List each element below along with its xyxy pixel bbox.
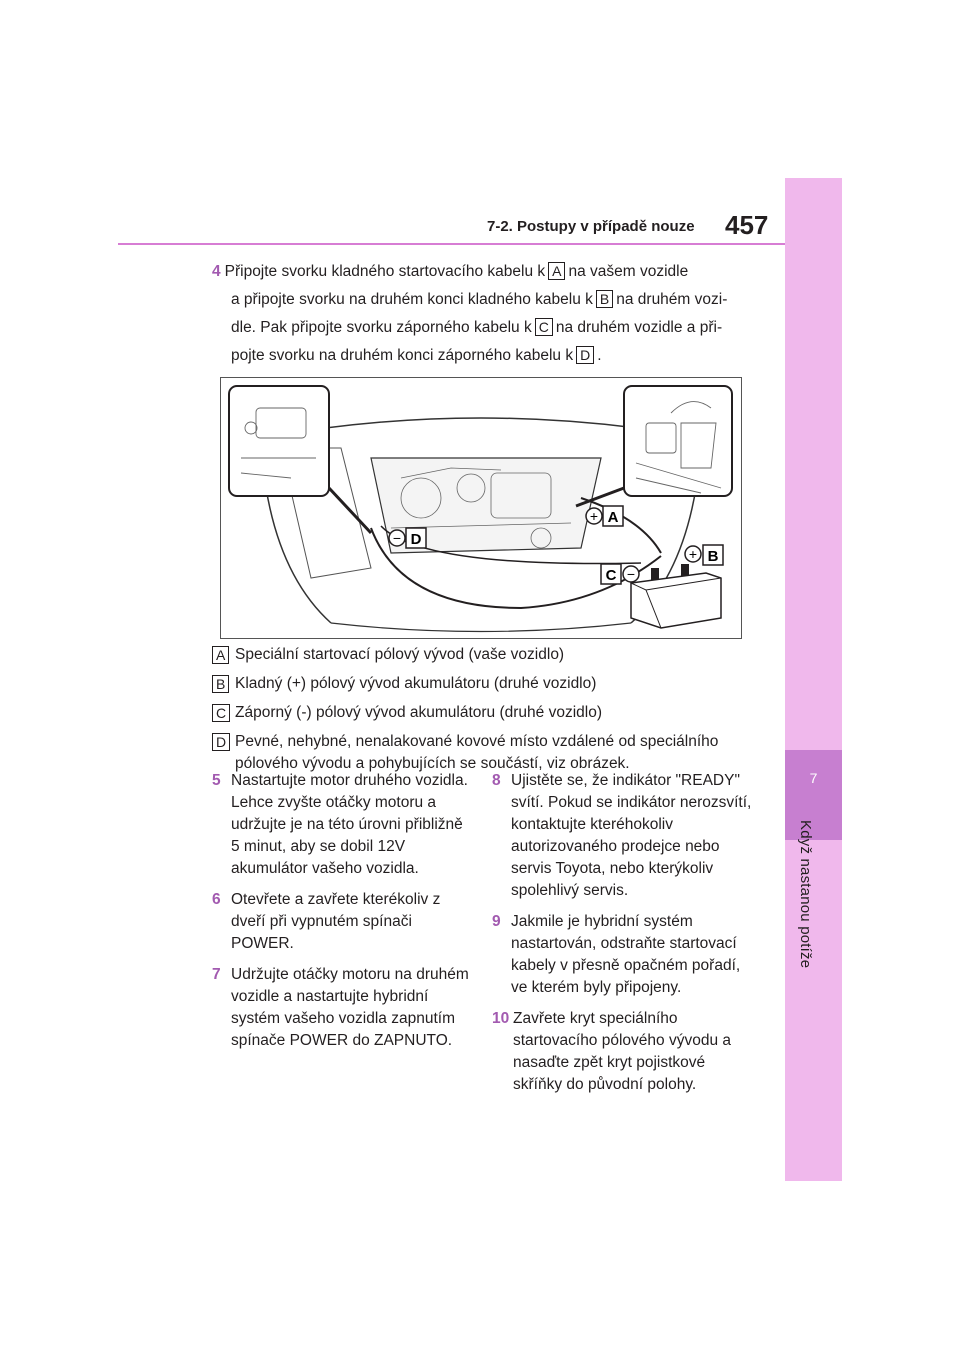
side-tab <box>785 178 842 1181</box>
step-text: Ujistěte se, že indikátor "READY" svítí. Pokud se indikátor nerozsvítí, kontaktujte kteréhokoliv autorizovaného prodejce nebo servis Toyota, nebo kterýkoliv spolehlivý servis. <box>511 772 752 899</box>
legend-text: Záporný (-) pólový vývod akumulátoru (druhé vozidlo) <box>235 704 602 721</box>
label-box-b: B <box>596 290 613 308</box>
callout-b: B <box>707 548 719 565</box>
legend-key: B <box>212 675 229 693</box>
header-rule <box>118 243 785 245</box>
chapter-number: 7 <box>809 770 818 786</box>
minus-marker: − <box>392 530 402 546</box>
step-number: 4 <box>212 263 221 280</box>
step-text: Udržujte otáčky motoru na druhém vozidle a nastartujte hybridní systém vašeho vozidla zapnutím spínače POWER do ZAPNUTO. <box>231 966 469 1049</box>
step-number: 6 <box>212 891 221 908</box>
page-number: 457 <box>725 210 769 240</box>
step-8 <box>492 770 752 902</box>
step-text: Nastartujte motor druhého vozidla. Lehce zvyšte otáčky motoru a udržujte je na této úrovni přibližně 5 minut, aby se dobil 12V akumulátor vašeho vozidla. <box>231 772 468 877</box>
step-number: 9 <box>492 913 501 930</box>
callout-d: D <box>410 531 422 548</box>
steps-left-column <box>212 770 472 1061</box>
step-text: . <box>597 347 602 364</box>
legend-item <box>212 731 772 775</box>
legend-item <box>212 644 772 666</box>
step-number: 5 <box>212 772 221 789</box>
step-text: a připojte svorku na druhém konci kladného kabelu k <box>231 291 593 308</box>
step-text: na druhém vozidle a při- <box>555 319 723 336</box>
step-text: pojte svorku na druhém konci záporného kabelu k <box>231 347 574 364</box>
step-text: Připojte svorku kladného startovacího kabelu k <box>224 263 546 280</box>
step-10 <box>492 1008 752 1096</box>
step-6 <box>212 889 472 955</box>
legend-key: D <box>212 733 230 751</box>
label-box-d: D <box>576 346 594 364</box>
step-9 <box>492 911 752 999</box>
step-text: dle. Pak připojte svorku záporného kabelu k <box>231 319 532 336</box>
step-text: na vašem vozidle <box>568 263 689 280</box>
legend-text: Speciální startovací pólový vývod (vaše vozidlo) <box>235 646 565 663</box>
figure-legend <box>212 644 772 782</box>
section-title: 7-2. Postupy v případě nouze <box>487 218 695 235</box>
step-number: 8 <box>492 772 501 789</box>
jump-start-illustration <box>220 377 742 639</box>
chapter-title: Když nastanou potíže <box>797 820 814 969</box>
step-5 <box>212 770 472 880</box>
legend-key: C <box>212 704 230 722</box>
legend-item <box>212 673 772 695</box>
label-box-a: A <box>548 262 565 280</box>
step-4 <box>212 258 772 370</box>
step-number: 10 <box>492 1010 510 1027</box>
minus-marker: − <box>626 566 636 582</box>
callout-c: C <box>605 567 617 584</box>
step-text: na druhém vozi- <box>616 291 728 308</box>
callout-a: A <box>607 509 619 526</box>
legend-item <box>212 702 772 724</box>
step-number: 7 <box>212 966 221 983</box>
plus-marker: + <box>589 508 599 524</box>
engine-bay-drawing <box>221 378 741 638</box>
plus-marker: + <box>688 546 698 562</box>
label-box-c: C <box>535 318 553 336</box>
steps-right-column <box>492 770 752 1105</box>
legend-text: Pevné, nehybné, nenalakované kovové místo vzdálené od speciálního pólového vývodu a pohybujících se součástí, viz obrázek. <box>235 733 719 772</box>
legend-key: A <box>212 646 229 664</box>
step-7 <box>212 964 472 1052</box>
step-text: Zavřete kryt speciálního startovacího pólového vývodu a nasaďte zpět kryt pojistkové skříňky do původní polohy. <box>513 1010 731 1093</box>
step-text: Jakmile je hybridní systém nastartován, odstraňte startovací kabely v přesně opačném pořadí, ve kterém byly připojeny. <box>511 913 741 996</box>
legend-text: Kladný (+) pólový vývod akumulátoru (druhé vozidlo) <box>235 675 597 692</box>
step-text: Otevřete a zavřete kterékoliv z dveří při vypnutém spínači POWER. <box>231 891 441 952</box>
